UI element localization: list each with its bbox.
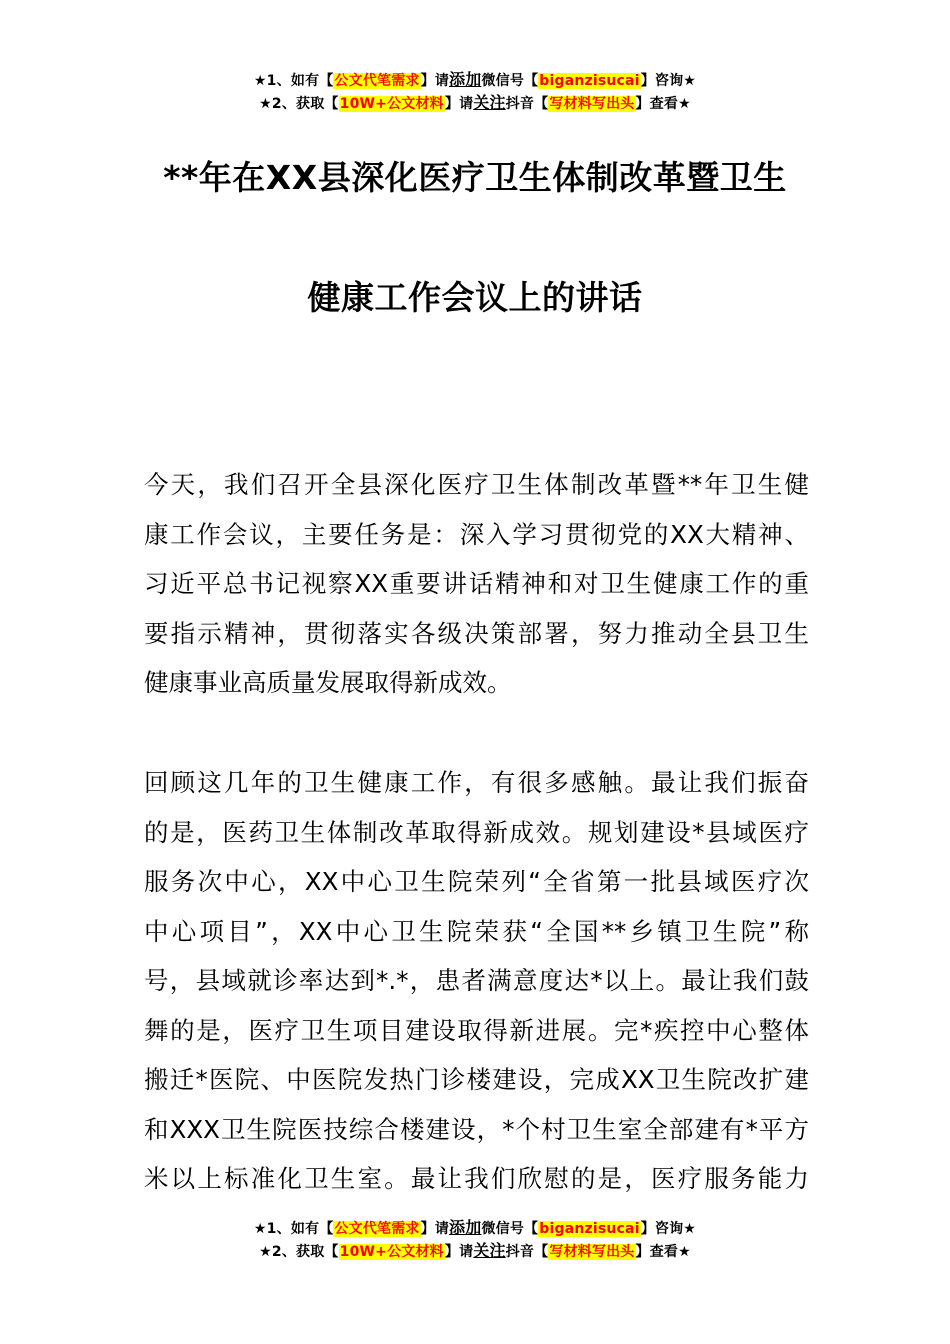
paragraph-line: 和XXX卫生院医技综合楼建设，*个村卫生室全部建有*平方 — [144, 1114, 809, 1144]
banner-underlined-text: 添加 — [449, 1218, 482, 1237]
document-title-line-2: 健康工作会议上的讲话 — [307, 278, 643, 317]
paragraph-line: 习近平总书记视察XX重要讲话精神和对卫生健康工作的重 — [144, 569, 809, 598]
banner-highlight: 公文代笔需求 — [334, 1221, 420, 1237]
paragraph-line: 搬迁*医院、中医院发热门诊楼建设，完成XX卫生院改扩建 — [144, 1065, 809, 1094]
banner-wechat-id: biganzisucai — [539, 73, 640, 89]
paragraph-line: 的是，医药卫生体制改革取得新成效。规划建设*县域医疗 — [144, 817, 809, 847]
banner-text: 抖音【 — [505, 1244, 549, 1260]
banner-text: 微信号【 — [481, 73, 539, 89]
banner-line-2 — [0, 1240, 950, 1263]
banner-douyin-id: 写材料写出头 — [549, 96, 635, 112]
banner-underlined-text: 关注 — [473, 1241, 506, 1260]
banner-text: 】查看★ — [635, 1244, 691, 1260]
banner-wechat-id: biganzisucai — [539, 1221, 640, 1237]
paragraph-line: 回顾这几年的卫生健康工作，有很多感触。最让我们振奋 — [144, 768, 809, 797]
document-title-line-1: **年在XX县深化医疗卫生体制改革暨卫生 — [163, 158, 787, 197]
banner-text: ★1、如有【 — [253, 73, 334, 89]
banner-text: 】请 — [444, 1244, 474, 1260]
paragraph-line: 号，县域就诊率达到*.*，患者满意度达*以上。最让我们鼓 — [144, 966, 809, 995]
banner-text: 】咨询★ — [640, 73, 697, 89]
banner-highlight: 10W+公文材料 — [339, 1244, 444, 1260]
banner-douyin-id: 写材料写出头 — [549, 1244, 635, 1260]
banner-highlight: 10W+公文材料 — [339, 96, 444, 112]
banner-line-2 — [0, 92, 950, 115]
body-paragraph-1 — [144, 460, 809, 708]
paragraph-line: 服务次中心，XX中心卫生院荣列“全省第一批县域医疗次 — [144, 867, 809, 896]
paragraph-line: 健康事业高质量发展取得新成效。 — [144, 668, 512, 697]
banner-underlined-text: 关注 — [473, 93, 506, 112]
banner-highlight: 公文代笔需求 — [334, 73, 420, 89]
banner-text: 微信号【 — [481, 1221, 539, 1237]
banner-line-1 — [0, 69, 950, 92]
banner-text: ★2、获取【 — [259, 1244, 339, 1260]
banner-line-1 — [0, 1217, 950, 1240]
paragraph-line: 中心项目”，XX中心卫生院荣获“全国**乡镇卫生院”称 — [144, 916, 809, 946]
paragraph-line: 米以上标准化卫生室。最让我们欣慰的是，医疗服务能力 — [144, 1164, 809, 1193]
banner-text: 】查看★ — [635, 96, 691, 112]
banner-underlined-text: 添加 — [449, 70, 482, 89]
body-paragraph-2 — [144, 758, 809, 1204]
banner-text: 】请 — [420, 73, 450, 89]
banner-text: ★1、如有【 — [253, 1221, 334, 1237]
paragraph-line: 舞的是，医疗卫生项目建设取得新进展。完*疾控中心整体 — [144, 1015, 809, 1045]
banner-text: ★2、获取【 — [259, 96, 339, 112]
banner-text: 抖音【 — [505, 96, 549, 112]
header-banner — [0, 69, 950, 115]
paragraph-line: 康工作会议，主要任务是：深入学习贯彻党的XX大精神、 — [144, 519, 809, 549]
banner-text: 】请 — [420, 1221, 450, 1237]
footer-banner — [0, 1217, 950, 1263]
paragraph-line: 要指示精神，贯彻落实各级决策部署，努力推动全县卫生 — [144, 618, 809, 648]
banner-text: 】咨询★ — [640, 1221, 697, 1237]
paragraph-line: 今天，我们召开全县深化医疗卫生体制改革暨**年卫生健 — [144, 470, 809, 499]
banner-text: 】请 — [444, 96, 474, 112]
